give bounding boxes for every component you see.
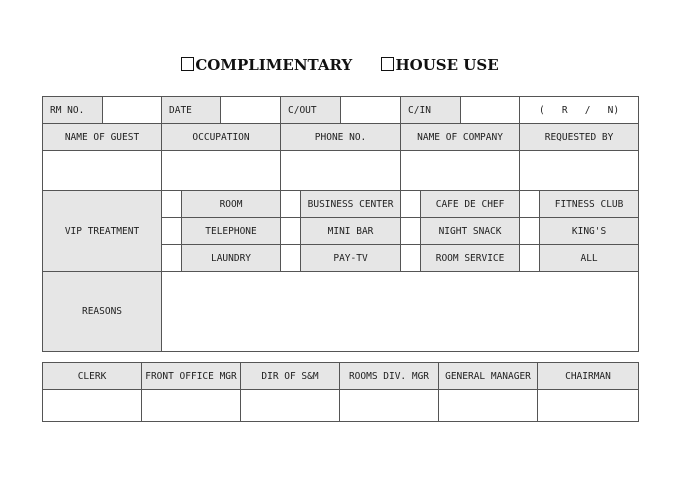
phone-no-field[interactable]	[281, 151, 401, 191]
vip-checkbox[interactable]	[281, 245, 301, 272]
vip-option: ALL	[540, 245, 639, 272]
vip-checkbox[interactable]	[162, 218, 182, 245]
vip-option: TELEPHONE	[182, 218, 281, 245]
vip-checkbox[interactable]	[281, 191, 301, 218]
vip-option: MINI BAR	[301, 218, 401, 245]
house-use-checkbox-icon[interactable]	[381, 57, 394, 71]
requested-by-field[interactable]	[520, 151, 639, 191]
name-of-guest-field[interactable]	[43, 151, 162, 191]
vip-checkbox[interactable]	[162, 191, 182, 218]
vip-option: FITNESS CLUB	[540, 191, 639, 218]
complimentary-form-table	[42, 96, 639, 352]
vip-checkbox[interactable]	[520, 191, 540, 218]
room-nights-field[interactable]: ( R / N)	[520, 97, 639, 124]
approval-signature-table	[42, 362, 639, 422]
vip-option: ROOM	[182, 191, 281, 218]
signature-header: FRONT OFFICE MGR	[142, 363, 241, 390]
c-out-field[interactable]	[341, 97, 401, 124]
vip-option: NIGHT SNACK	[421, 218, 520, 245]
front-office-mgr-signature-field[interactable]	[142, 390, 241, 422]
vip-option: LAUNDRY	[182, 245, 281, 272]
vip-option: KING'S	[540, 218, 639, 245]
complimentary-label: COMPLIMENTARY	[195, 56, 353, 74]
c-in-field[interactable]	[461, 97, 520, 124]
rm-no-label: RM NO.	[43, 97, 103, 124]
requested-by-header: REQUESTED BY	[520, 124, 639, 151]
chairman-signature-field[interactable]	[538, 390, 639, 422]
vip-checkbox[interactable]	[520, 245, 540, 272]
clerk-signature-field[interactable]	[43, 390, 142, 422]
vip-option: BUSINESS CENTER	[301, 191, 401, 218]
complimentary-checkbox-icon[interactable]	[181, 57, 194, 71]
general-manager-signature-field[interactable]	[439, 390, 538, 422]
reasons-field[interactable]	[162, 272, 639, 352]
signature-header: ROOMS DIV. MGR	[340, 363, 439, 390]
signature-header: GENERAL MANAGER	[439, 363, 538, 390]
rooms-div-mgr-signature-field[interactable]	[340, 390, 439, 422]
name-of-company-header: NAME OF COMPANY	[401, 124, 520, 151]
signature-header: DIR OF S&M	[241, 363, 340, 390]
vip-checkbox[interactable]	[401, 218, 421, 245]
reasons-label: REASONS	[43, 272, 162, 352]
vip-option: CAFE DE CHEF	[421, 191, 520, 218]
date-field[interactable]	[221, 97, 281, 124]
vip-checkbox[interactable]	[401, 245, 421, 272]
house-use-label: HOUSE USE	[395, 56, 499, 74]
occupation-field[interactable]	[162, 151, 281, 191]
vip-option: PAY-TV	[301, 245, 401, 272]
phone-no-header: PHONE NO.	[281, 124, 401, 151]
form-title	[0, 56, 680, 74]
date-label: DATE	[162, 97, 221, 124]
house-use-option[interactable]	[381, 56, 498, 74]
vip-checkbox[interactable]	[401, 191, 421, 218]
signature-header: CLERK	[43, 363, 142, 390]
vip-checkbox[interactable]	[162, 245, 182, 272]
name-of-guest-header: NAME OF GUEST	[43, 124, 162, 151]
rm-no-field[interactable]	[103, 97, 162, 124]
complimentary-option[interactable]	[181, 56, 352, 74]
occupation-header: OCCUPATION	[162, 124, 281, 151]
vip-option: ROOM SERVICE	[421, 245, 520, 272]
dir-of-sm-signature-field[interactable]	[241, 390, 340, 422]
name-of-company-field[interactable]	[401, 151, 520, 191]
signature-header: CHAIRMAN	[538, 363, 639, 390]
vip-checkbox[interactable]	[520, 218, 540, 245]
c-out-label: C/OUT	[281, 97, 341, 124]
c-in-label: C/IN	[401, 97, 461, 124]
vip-treatment-label: VIP TREATMENT	[43, 191, 162, 272]
vip-checkbox[interactable]	[281, 218, 301, 245]
